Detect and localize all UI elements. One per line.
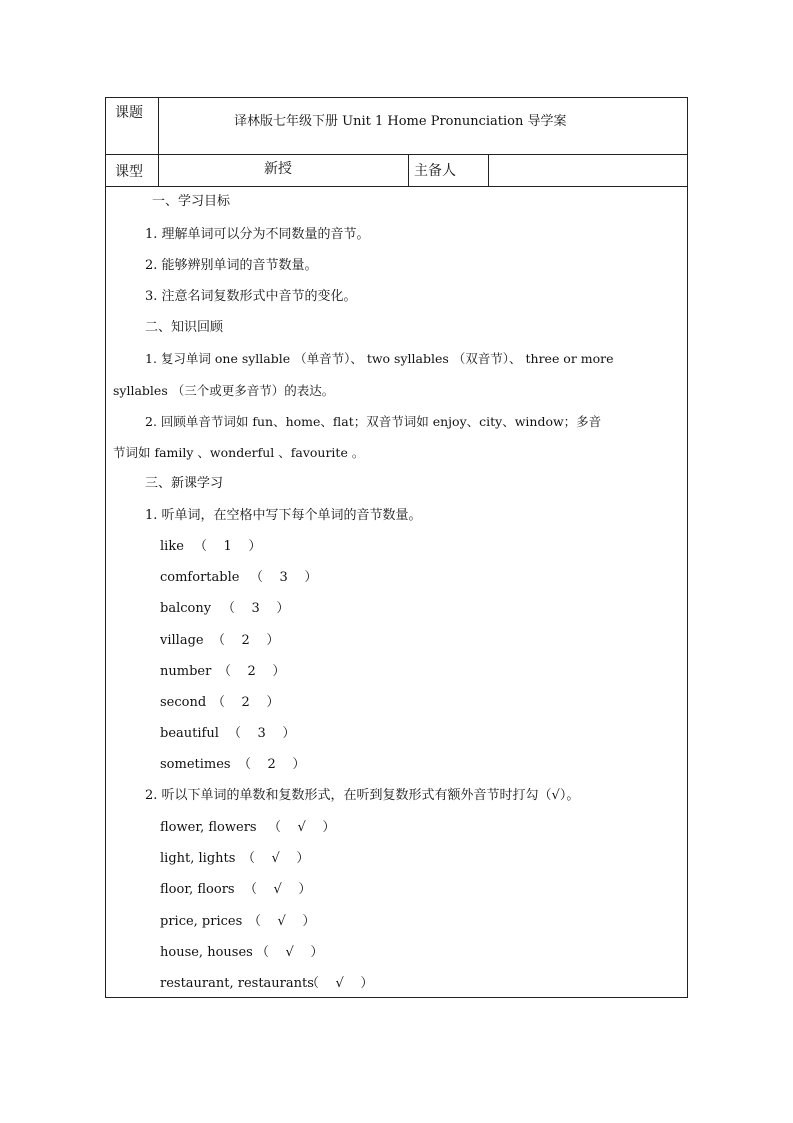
type-value: 新授 <box>264 161 292 177</box>
plural-check-word: house, houses <box>160 944 253 960</box>
syllable-count-row <box>160 538 262 556</box>
syllable-count-word: sometimes <box>160 757 231 773</box>
exercise-2-instruction: 2. 听以下单词的单数和复数形式，在听到复数形式有额外音节时打勾（√）。 <box>145 788 580 803</box>
plural-check-row <box>160 944 324 962</box>
syllable-count-answer: （ 2 ） <box>212 695 280 710</box>
objective-item: 1. 理解单词可以分为不同数量的音节。 <box>145 227 370 242</box>
page-title: 译林版七年级下册 Unit 1 Home Pronunciation 导学案 <box>234 114 567 129</box>
table-col-rule-1 <box>158 97 159 187</box>
plural-check-answer: （ √ ） <box>248 913 316 929</box>
section-heading-review: 二、知识回顾 <box>145 320 224 335</box>
review-paragraph-2-cont: 节词如 family 、wonderful 、favourite 。 <box>113 445 365 460</box>
plural-check-word: flower, flowers <box>160 820 257 835</box>
plural-check-row <box>160 850 310 868</box>
plural-check-word: light, lights <box>160 851 236 867</box>
table-col-rule-3 <box>488 154 489 187</box>
exercise-1-instruction: 1. 听单词，在空格中写下每个单词的音节数量。 <box>145 508 422 523</box>
plural-check-word: restaurant, restaurants <box>160 976 314 991</box>
review-paragraph-1: 1. 复习单词 one syllable （单音节）、 two syllables （双音节）、 three or more <box>145 351 614 366</box>
plural-check-answer: （ √ ） <box>244 882 312 898</box>
syllable-count-row <box>160 694 280 712</box>
plural-check-answer: （ √ ） <box>256 944 324 960</box>
topic-label: 课题 <box>115 105 143 121</box>
plural-check-row <box>160 881 312 899</box>
plural-check-answer: （ √ ） <box>242 851 310 867</box>
objective-item: 3. 注意名词复数形式中音节的变化。 <box>145 289 357 304</box>
plural-check-row <box>160 975 374 993</box>
syllable-count-word: beautiful <box>160 726 219 742</box>
section-heading-objectives: 一、学习目标 <box>152 194 231 209</box>
syllable-count-row <box>160 756 306 774</box>
syllable-count-word: comfortable <box>160 570 240 586</box>
syllable-count-word: balcony <box>160 601 212 617</box>
plural-check-word: price, prices <box>160 913 243 929</box>
objective-item: 2. 能够辨别单词的音节数量。 <box>145 258 318 273</box>
plural-check-word: floor, floors <box>160 882 235 898</box>
plural-check-answer: （ √ ） <box>268 820 336 835</box>
table-rule-1 <box>105 154 688 155</box>
syllable-count-answer: （ 3 ） <box>250 570 318 586</box>
review-paragraph-1-cont: syllables （三个或更多音节）的表达。 <box>113 383 335 398</box>
syllable-count-answer: （ 1 ） <box>194 539 262 554</box>
syllable-count-row <box>160 632 280 650</box>
syllable-count-word: number <box>160 663 212 679</box>
syllable-count-word: village <box>160 632 204 648</box>
syllable-count-row <box>160 725 296 743</box>
table-rule-2 <box>105 186 688 187</box>
syllable-count-answer: （ 2 ） <box>238 757 306 773</box>
syllable-count-word: like <box>160 539 184 554</box>
syllable-count-answer: （ 3 ） <box>228 726 296 742</box>
type-label: 课型 <box>115 164 143 180</box>
section-heading-new-lesson: 三、新课学习 <box>145 476 224 491</box>
plural-check-row <box>160 913 316 931</box>
plural-check-answer: （ √ ） <box>306 976 374 991</box>
preparer-label: 主备人 <box>414 163 456 179</box>
syllable-count-answer: （ 2 ） <box>212 632 280 648</box>
plural-check-row <box>160 819 336 837</box>
table-col-rule-2 <box>408 154 409 187</box>
syllable-count-answer: （ 2 ） <box>218 663 286 679</box>
syllable-count-row <box>160 663 286 681</box>
syllable-count-answer: （ 3 ） <box>222 601 290 617</box>
syllable-count-word: second <box>160 695 207 710</box>
syllable-count-row <box>160 569 318 587</box>
review-paragraph-2: 2. 回顾单音节词如 fun、home、flat；双音节词如 enjoy、city、window；多音 <box>145 414 602 429</box>
syllable-count-row <box>160 600 290 618</box>
